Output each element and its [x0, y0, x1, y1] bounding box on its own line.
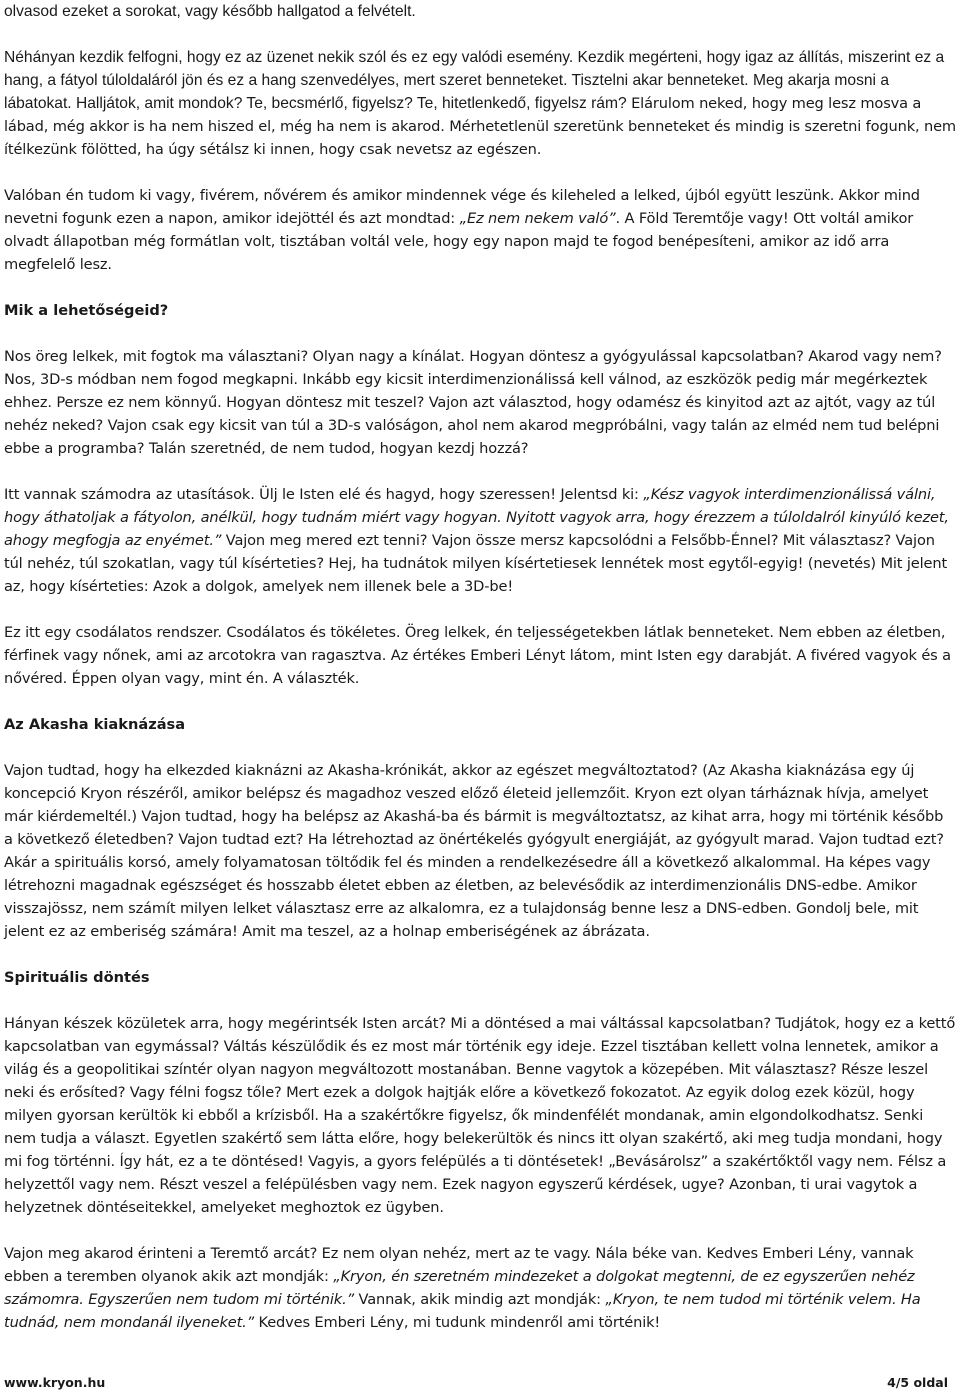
quote-text: „Kész vagyok interdimenzionálissá válni, hogy áthatoljak a fátyolon, anélkül, hogy tudnám miért vagy hogyan. Nyitott vagyok arra, hogy érezzem a túloldalról kinyúló kezet, ahogy megfogja az enyémet.” — [4, 486, 949, 549]
paragraph-text: Hányan készek közületek arra, hogy megérintsék Isten arcát? Mi a döntésed a mai váltással kapcsolatban? Tudjátok, hogy ez a kettő kapcsolatban van egymással? Váltás készülődik és ez most már történik egy ideje. Ezzel tisztában kellett volna lennetek, amikor a világ és a geopolitikai színtér olyan nagyon megváltozott mostanában. Benne vagytok a közepében. Mit választasz? Része leszel neki és erősíted? Vagy félni fogsz tőle? Mert ezek a dolgok hajtják előre a következő fokozatot. Az egyik dolog ezek közül, hogy milyen gyorsan kerültök ki ebből a krízisből. Ha a szakértőkre figyelsz, ők mindenfélét mondanak, amin elgondolkodhatsz. Senki nem tudja a választ. Egyetlen szakértő sem látta előre, hogy belekerültök és nincs itt olyan szakértő, aki meg tudja mondani, hogy mi fog történni. Így hát, ez a te döntésed! Vagyis, a gyors felépülés a ti döntésetek! „Bevásárolsz” a szakértőktől vagy nem. Félsz a helyzettől vagy nem. Részt veszel a felépülésben vagy nem. Ezek nagyon egyszerű kérdések, ugye? Azonban, ti urai vagytok a helyzetnek döntéseitekkel, amelyeket meghoztok ez ügyben. — [4, 1015, 956, 1216]
footer-page-number: 4/5 oldal — [887, 1375, 948, 1390]
paragraph — [4, 1012, 956, 1219]
paragraph-text: Nos öreg lelkek, mit fogtok ma választani? Olyan nagy a kínálat. Hogyan döntesz a gyógyulással kapcsolatban? Akarod vagy nem? Nos, 3D-s módban nem fogod megkapni. Inkább egy kicsit interdimenzionálissá kell válnod, az eszközök pedig már megérkeztek ehhez. Persze ez nem könnyű. Hogyan döntesz mit teszel? Vajon azt választod, hogy odamész és kinyitod azt az ajtót, vagy az túl nehéz neked? Vajon csak egy kicsit van túl a 3D-s valóságon, ahol nem akarod megpróbálni, vagy talán az elméd nem tud belépni ebbe a programba? Talán szeretnéd, de nem tudod, hogyan kezdj hozzá? — [4, 348, 942, 457]
page-footer — [4, 1375, 948, 1395]
paragraph — [4, 621, 956, 690]
quote-text: „Kryon, én szeretném mindezeket a dolgokat megtenni, de ez egyszerűen nehéz számomra. Egyszerűen nem tudom mi történik.” — [4, 1268, 915, 1308]
paragraph-text: Néhányan kezdik felfogni, hogy ez az üzenet nekik szól és ez egy valódi esemény. Kezdik megérteni, hogy igaz az állítás, miszerint ez a hang, a fátyol túloldaláról jön és ez a hang szenvedélyes, mert szeret benneteket. Tisztelni akar benneteket. Meg akarja mosni a lábatokat. Halljátok, amit mondok? Te, becsmérlő, figyelsz? Te, hitetlenkedő, figyelsz rám? — [4, 49, 945, 112]
paragraph-text: Vajon meg mered ezt tenni? Vajon össze mersz kapcsolódni a Felsőbb-Énnel? Mit választasz? Vajon túl nehéz, túl szokatlan, vagy túl kísérteties? Hej, ha tudnátok milyen kísértetiesek lennétek most egytől-egyig! (nevetés) Mit jelent az, hogy kísérteties: Azok a dolgok, amelyek nem illenek bele a 3D-be! — [4, 532, 948, 595]
quote-text: „Kryon, te nem tudod mi történik velem. Ha tudnád, nem mondanál ilyeneket.” — [4, 1291, 921, 1331]
paragraph-text: olvasod ezeket a sorokat, vagy később hallgatod a felvételt. — [4, 3, 416, 20]
section-heading: Mik a lehetőségeid? — [4, 302, 169, 319]
document-page — [4, 0, 956, 1334]
paragraph — [4, 759, 956, 943]
paragraph — [4, 46, 956, 161]
paragraph-text: Kedves Emberi Lény, mi tudunk mindenről ami történik! — [254, 1314, 661, 1331]
quote-text: „Ez nem nekem való” — [459, 210, 616, 227]
paragraph — [4, 1242, 956, 1334]
paragraph — [4, 184, 956, 276]
paragraph-text: Valóban én tudom ki vagy, fivérem, nővérem és amikor mindennek vége és kileheled a lelked, újból együtt leszünk. Akkor mind nevetni fogunk ezen a napon, amikor idejöttél és azt mondtad: — [4, 187, 920, 227]
footer-site-link[interactable]: www.kryon.hu — [4, 1375, 106, 1390]
paragraph-text: Vajon meg akarod érinteni a Teremtő arcát? Ez nem olyan nehéz, mert az te vagy. Nála béke van. Kedves Emberi Lény, vannak ebben a teremben olyanok akik azt mondják: — [4, 1245, 914, 1285]
paragraph-text: Ez itt egy csodálatos rendszer. Csodálatos és tökéletes. Öreg lelkek, én teljességetekben látlak benneteket. Nem ebben az életben, férfinek vagy nőnek, ami az arcotokra van ragasztva. Az értékes Emberi Lényt látom, mint Isten egy darabját. A fivéred vagyok és a nővéred. Éppen olyan vagy, mint én. A választék. — [4, 624, 951, 687]
paragraph-text: Elárulom neked, hogy meg lesz mosva a lábad, még akkor is ha nem hiszed el, még ha nem is akarod. Mérhetetlenül szeretünk benneteket és mindig is szeretni fogunk, nem ítélkezünk fölötted, ha úgy sétálsz ki innen, hogy csak nevetsz az egészen. — [4, 95, 956, 158]
paragraph-text: . A Föld Teremtője vagy! Ott voltál amikor olvadt állapotban még formátlan volt, tisztában voltál vele, hogy egy napon majd te fogod benépesíteni, amikor az idő arra megfelelő lesz. — [4, 210, 914, 273]
paragraph — [4, 483, 956, 598]
paragraph-text: Vajon tudtad, hogy ha elkezded kiaknázni az Akasha-krónikát, akkor az egészet megváltoztatod? (Az Akasha kiaknázása egy új koncepció Kryon részéről, amikor belépsz és magadhoz veszed előző életeid jellemzőit. Kryon ezt olyan tárháznak hívja, amelyet már kiérdemeltél.) Vajon tudtad, hogy ha belépsz az Akashá-ba és bármit is megváltoztatsz, az kihat arra, hogy mi történik később a következő életedben? Vajon tudtad ezt? Ha létrehoztad az önértékelés gyógyult energiáját, az gyógyult marad. Vajon tudtad ezt? Akár a spirituális korsó, amely folyamatosan töltődik fel és minden a rendelkezésedre áll a következő alkalommal. Ha képes vagy létrehozni magadnak egészséget és hosszabb életet ebben az életben, az belevésődik az interdimenzionális DNS-edbe. Amikor visszajössz, nem számít milyen lelket választasz erre az alkalomra, ez a tulajdonság benne lesz a DNS-edben. Gondolj bele, mit jelent ez az emberiség számára! Amit ma teszel, az a holnap emberiségének az ábrázata. — [4, 762, 944, 940]
section-heading: Az Akasha kiaknázása — [4, 716, 186, 733]
section-heading: Spirituális döntés — [4, 969, 150, 986]
paragraph-text: Itt vannak számodra az utasítások. Ülj le Isten elé és hagyd, hogy szeressen! Jelentsd ki: — [4, 486, 644, 503]
paragraph — [4, 345, 956, 460]
paragraph — [4, 0, 956, 23]
paragraph-text: Vannak, akik mindig azt mondják: — [354, 1291, 606, 1308]
